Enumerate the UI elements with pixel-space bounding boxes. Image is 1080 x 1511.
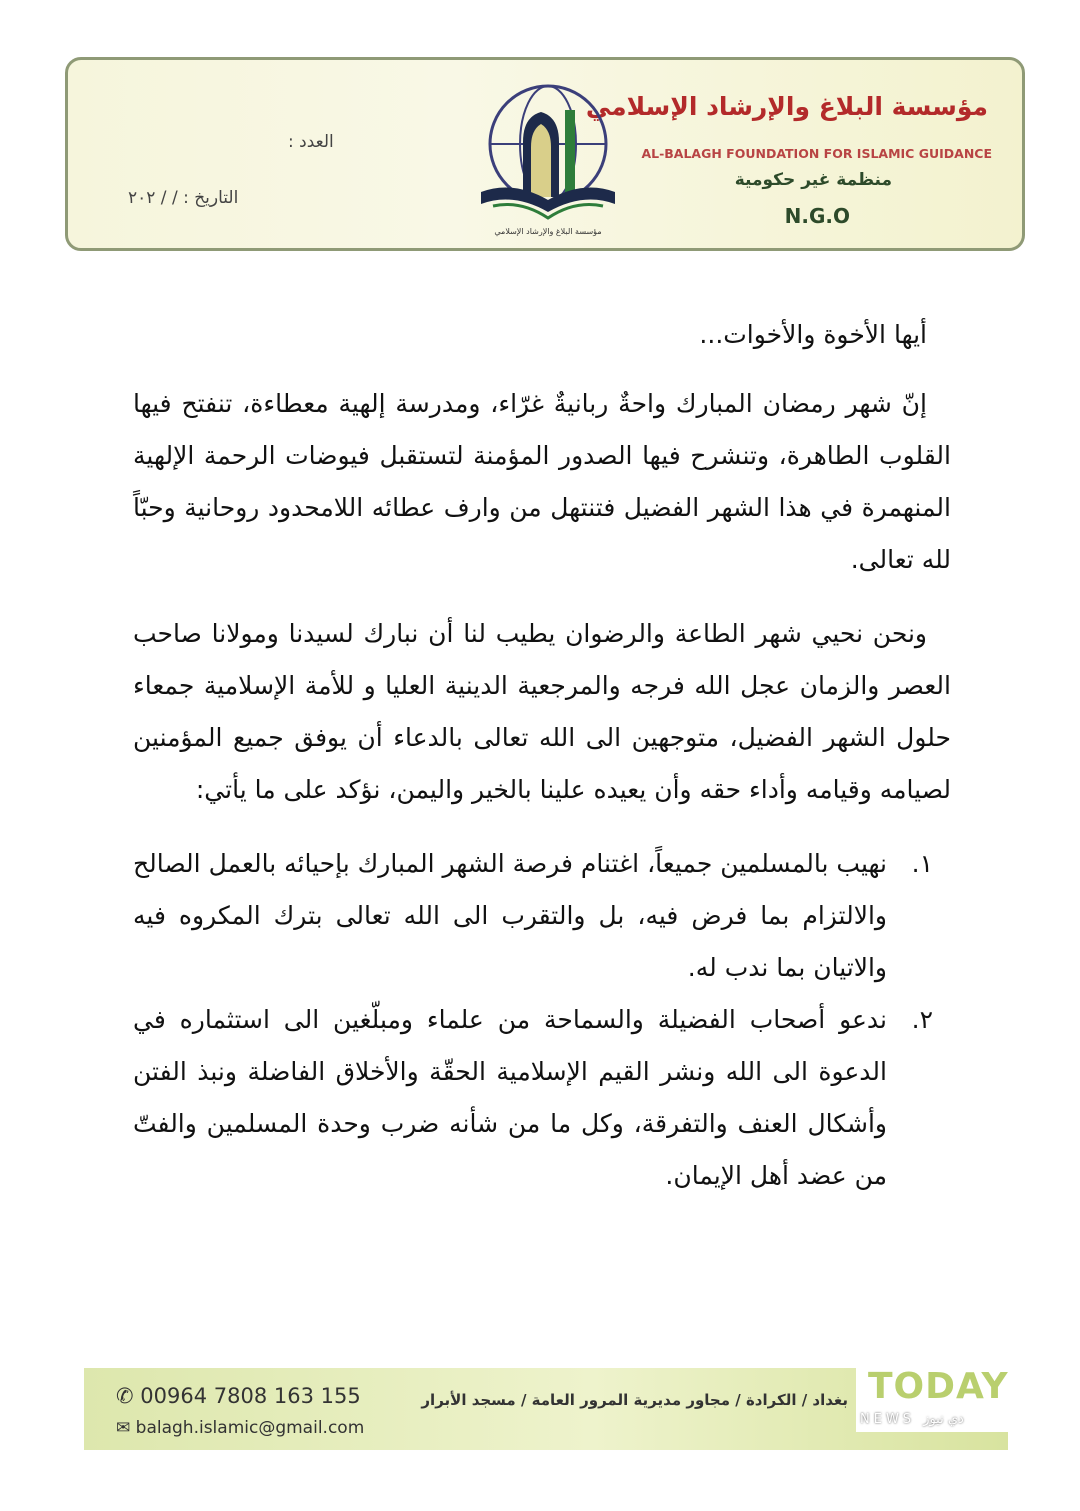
foundation-logo bbox=[473, 72, 623, 248]
phone-icon: ✆ bbox=[116, 1384, 134, 1408]
envelope-icon: ✉ bbox=[116, 1418, 131, 1438]
date-field: التاريخ : / / ٢٠٢ bbox=[128, 188, 239, 208]
number-field: العدد : bbox=[288, 132, 334, 152]
list-item: ١. نهيب بالمسلمين جميعاً، اغتنام فرصة الشهر المبارك بإحيائه بالعمل الصالح والالتزام بما فرض فيه، بل والتقرب الى الله تعالى بترك المكروه فيه والاتيان بما ندب له. bbox=[133, 849, 933, 982]
email: ✉ balagh.islamic@gmail.com bbox=[116, 1418, 365, 1438]
phone: ✆ 00964 7808 163 155 bbox=[116, 1384, 361, 1408]
address: بغداد / الكرادة / مجاور مديرية المرور العامة / مسجد الأبرار bbox=[421, 1391, 848, 1409]
letter-body bbox=[133, 310, 951, 1202]
org-name-arabic: مؤسسة البلاغ والإرشاد الإسلامي bbox=[585, 92, 988, 121]
list-item: ٢. ندعو أصحاب الفضيلة والسماحة من علماء ومبلّغين الى استثماره في الدعوة الى الله ونشر القيم الإسلامية الحقّة والأخلاق الفاضلة ونبذ الفتن وأشكال العنف والتفرقة، وكل ما من شأنه ضرب وحدة المسلمين والفتّ من عضد أهل الإيمان. bbox=[133, 1005, 933, 1190]
watermark-logo: TODAY NEWS دي نيوز bbox=[856, 1368, 1008, 1432]
paragraph: إنّ شهر رمضان المبارك واحةٌ ربانيةٌ غرّاء، ومدرسة إلهية معطاءة، تنفتح فيها القلوب الطاهرة، وتنشرح فيها الصدور المؤمنة لتستقبل فيوضات الرحمة الإلهية المنهمرة في هذا الشهر الفضيل فتنتهل من وارف عطائه اللامحدود روحانية وحبّاً لله تعالى. bbox=[133, 389, 951, 574]
letter-list bbox=[133, 838, 951, 1202]
ngo-english: N.G.O bbox=[784, 204, 850, 228]
greeting: أيها الأخوة والأخوات... bbox=[699, 320, 927, 349]
logo-caption: مؤسسة البلاغ والإرشاد الإسلامي bbox=[494, 227, 602, 236]
org-name-english: AL-BALAGH FOUNDATION FOR ISLAMIC GUIDANCE bbox=[641, 146, 992, 161]
paragraph: ونحن نحيي شهر الطاعة والرضوان يطيب لنا أن نبارك لسيدنا ومولانا صاحب العصر والزمان عجل الله فرجه والمرجعية الدينية العليا و للأمة الإسلامية جمعاء حلول الشهر الفضيل، متوجهين الى الله تعالى بالدعاء أن يوفق جميع المؤمنين لصيامه وقيامه وأداء حقه وأن يعيده علينا بالخير واليمن، نؤكد على ما يأتي: bbox=[133, 619, 951, 804]
letterhead bbox=[65, 57, 1025, 251]
ngo-arabic: منظمة غير حكومية bbox=[734, 170, 892, 190]
